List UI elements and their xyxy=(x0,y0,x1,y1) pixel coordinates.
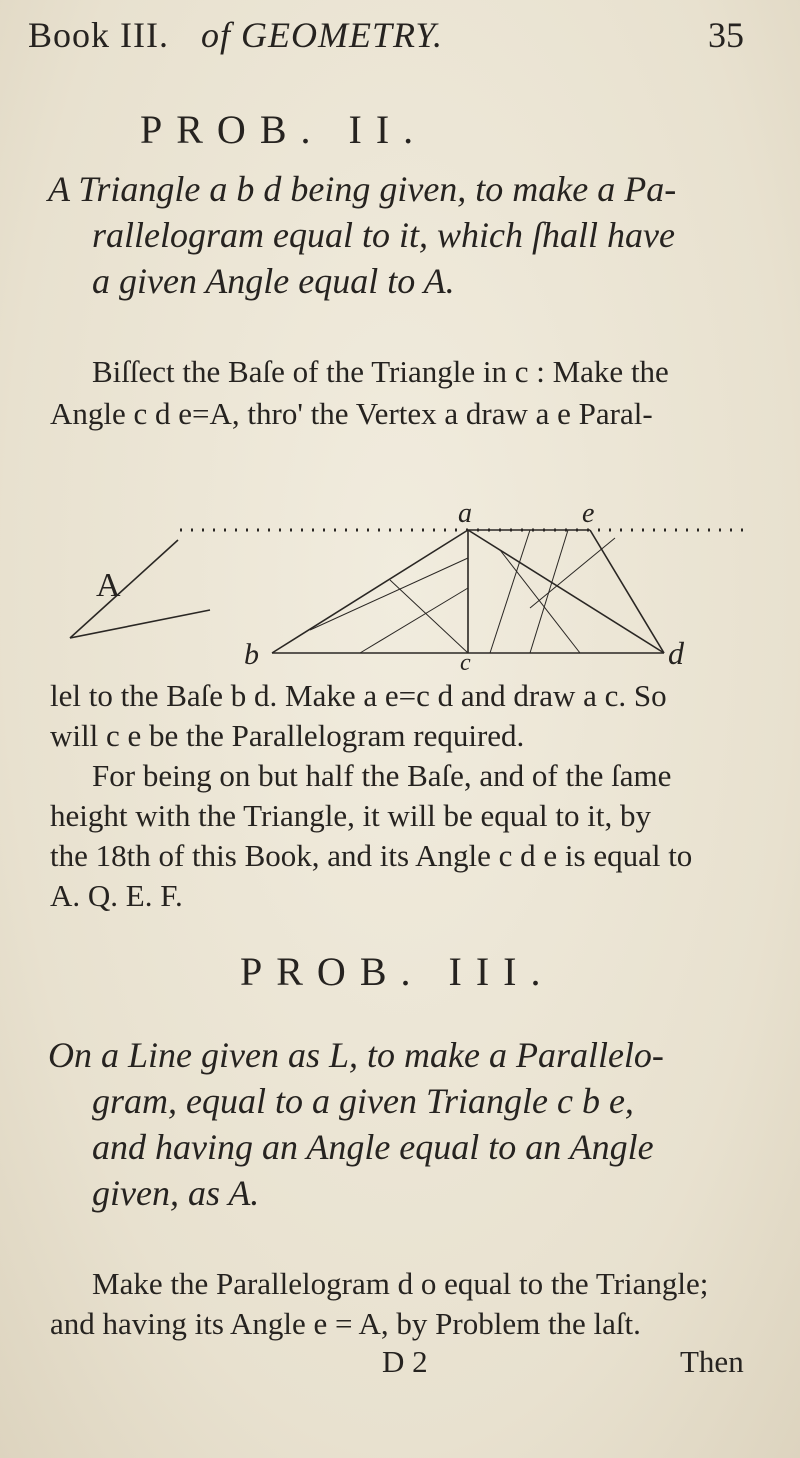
prob2-text-line-8: A. Q. E. F. xyxy=(50,878,183,913)
prob3-statement-line-1: On a Line given as L, to make a Parallelo- xyxy=(48,1035,664,1075)
prob3-statement-line-4: given, as A. xyxy=(92,1173,260,1213)
figure-label-a: a xyxy=(458,498,472,529)
figure-label-b: b xyxy=(244,638,259,670)
prob3-text-line-1: Make the Parallelogram d o equal to the Triangle; xyxy=(92,1266,709,1301)
angle-a-ray-1 xyxy=(70,540,178,638)
prob3-heading: PROB. III. xyxy=(240,949,555,994)
book-title: of GEOMETRY. xyxy=(200,15,444,55)
hatch-7 xyxy=(530,538,615,608)
prob2-text-line-4: will c e be the Parallelogram required. xyxy=(50,718,525,753)
figure-label-d: d xyxy=(668,635,684,670)
page-number: 35 xyxy=(708,15,744,55)
angle-a-ray-2 xyxy=(70,610,210,638)
hatch-5 xyxy=(530,530,568,653)
prob2-text-line-3: lel to the Baſe b d. Make a e=c d and draw a c. So xyxy=(50,678,667,713)
prob2-statement-line-2: rallelogram equal to it, which ſhall have xyxy=(92,215,675,255)
prob3-statement-line-2: gram, equal to a given Triangle c b e, xyxy=(92,1081,634,1121)
prob3-statement-line-3: and having an Angle equal to an Angle xyxy=(92,1127,654,1167)
geometry-figure xyxy=(60,498,760,670)
figure-label-e: e xyxy=(582,498,595,529)
prob2-heading: PROB. II. xyxy=(140,107,428,152)
prob2-statement-line-1: A Triangle a b d being given, to make a Pa- xyxy=(48,169,677,209)
hatch-3 xyxy=(360,588,468,653)
book-label: Book III. xyxy=(28,15,169,55)
catchword: Then xyxy=(680,1344,744,1379)
prob3-text-line-2: and having its Angle e = A, by Problem the laſt. xyxy=(50,1306,641,1341)
figure-label-c: c xyxy=(460,650,471,670)
hatch-6 xyxy=(500,550,580,653)
hatch-1 xyxy=(390,580,468,653)
prob2-text-line-6: height with the Triangle, it will be equal to it, by xyxy=(50,798,652,833)
hatch-2 xyxy=(310,558,468,630)
prob2-statement-line-3: a given Angle equal to A. xyxy=(92,261,455,301)
running-header xyxy=(28,14,443,56)
segment-ed xyxy=(590,530,664,653)
prob2-text-line-1: Biſſect the Baſe of the Triangle in c : Make the xyxy=(92,354,669,389)
prob2-text-line-5: For being on but half the Baſe, and of the ſame xyxy=(92,758,672,793)
prob2-text-line-7: the 18th of this Book, and its Angle c d e is equal to xyxy=(50,838,693,873)
prob2-text-line-2: Angle c d e=A, thro' the Vertex a draw a e Paral- xyxy=(50,396,653,431)
signature-mark: D 2 xyxy=(382,1344,428,1379)
side-ab xyxy=(272,530,468,653)
figure-label-A: A xyxy=(96,567,121,604)
